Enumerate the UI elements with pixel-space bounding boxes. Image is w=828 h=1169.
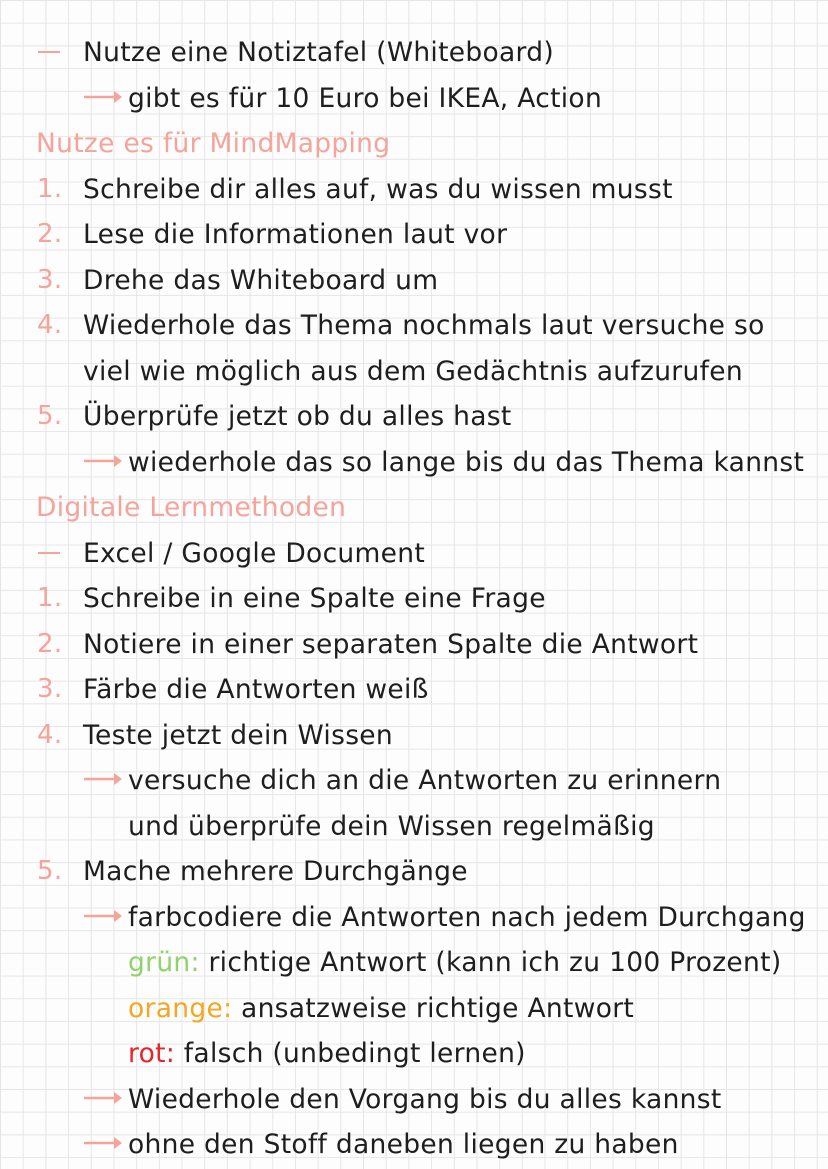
list-text: Notiere in einer separaten Spalte die Antwort <box>83 628 699 660</box>
arrow-right-icon <box>84 906 122 926</box>
note-text: Excel / Google Document <box>83 537 426 569</box>
list-text: Überprüfe jetzt ob du alles hast <box>83 400 512 432</box>
red-text: falsch (unbedingt lernen) <box>183 1037 526 1069</box>
list-text: Lese die Informationen laut vor <box>83 218 508 250</box>
heading-text: Nutze es für MindMapping <box>36 127 391 159</box>
list-text: viel wie möglich aus dem Gedächtnis aufzurufen <box>83 355 743 387</box>
list-number: 3. <box>37 674 63 704</box>
arrow-right-icon <box>84 1133 122 1153</box>
list-text: Schreibe in eine Spalte eine Frage <box>83 582 546 614</box>
list-text: Schreibe dir alles auf, was du wissen musst <box>83 173 673 205</box>
list-number: 3. <box>37 265 63 295</box>
arrow-right-icon <box>84 769 122 789</box>
note-text: gibt es für 10 Euro bei IKEA, Action <box>128 82 603 114</box>
note-text: Wiederhole den Vorgang bis du alles kannst <box>128 1083 722 1115</box>
dash-marker <box>38 51 60 53</box>
arrow-right-icon <box>84 87 122 107</box>
note-text: Nutze eine Notiztafel (Whiteboard) <box>83 36 555 68</box>
note-text: farbcodiere die Antworten nach jedem Durchgang <box>128 901 806 933</box>
list-number: 5. <box>37 856 63 886</box>
list-number: 4. <box>37 720 63 750</box>
note-text: versuche dich an die Antworten zu erinnern <box>128 764 722 796</box>
arrow-right-icon <box>84 1088 122 1108</box>
arrow-right-icon <box>84 451 122 471</box>
list-text: Mache mehrere Durchgänge <box>83 855 468 887</box>
note-text: und überprüfe dein Wissen regelmäßig <box>128 810 655 842</box>
list-number: 1. <box>37 174 63 204</box>
heading-text: Digitale Lernmethoden <box>36 491 347 523</box>
green-text: richtige Antwort (kann ich zu 100 Prozent) <box>208 946 782 978</box>
list-number: 1. <box>37 583 63 613</box>
legend-row <box>128 947 781 978</box>
note-text: ohne den Stoff daneben liegen zu haben <box>128 1128 679 1160</box>
list-text: Teste jetzt dein Wissen <box>83 719 393 751</box>
legend-row <box>128 993 634 1024</box>
list-number: 4. <box>37 310 63 340</box>
list-number: 2. <box>37 629 63 659</box>
orange-label: orange: <box>128 992 233 1024</box>
legend-row <box>128 1038 526 1069</box>
list-text: Drehe das Whiteboard um <box>83 264 439 296</box>
list-text: Wiederhole das Thema nochmals laut versuche so <box>83 309 765 341</box>
red-label: rot: <box>128 1037 176 1069</box>
green-label: grün: <box>128 946 200 978</box>
list-number: 5. <box>37 401 63 431</box>
list-number: 2. <box>37 219 63 249</box>
list-text: Färbe die Antworten weiß <box>83 673 429 705</box>
orange-text: ansatzweise richtige Antwort <box>241 992 635 1024</box>
dash-marker <box>38 552 60 554</box>
note-text: wiederhole das so lange bis du das Thema kannst <box>128 446 805 478</box>
